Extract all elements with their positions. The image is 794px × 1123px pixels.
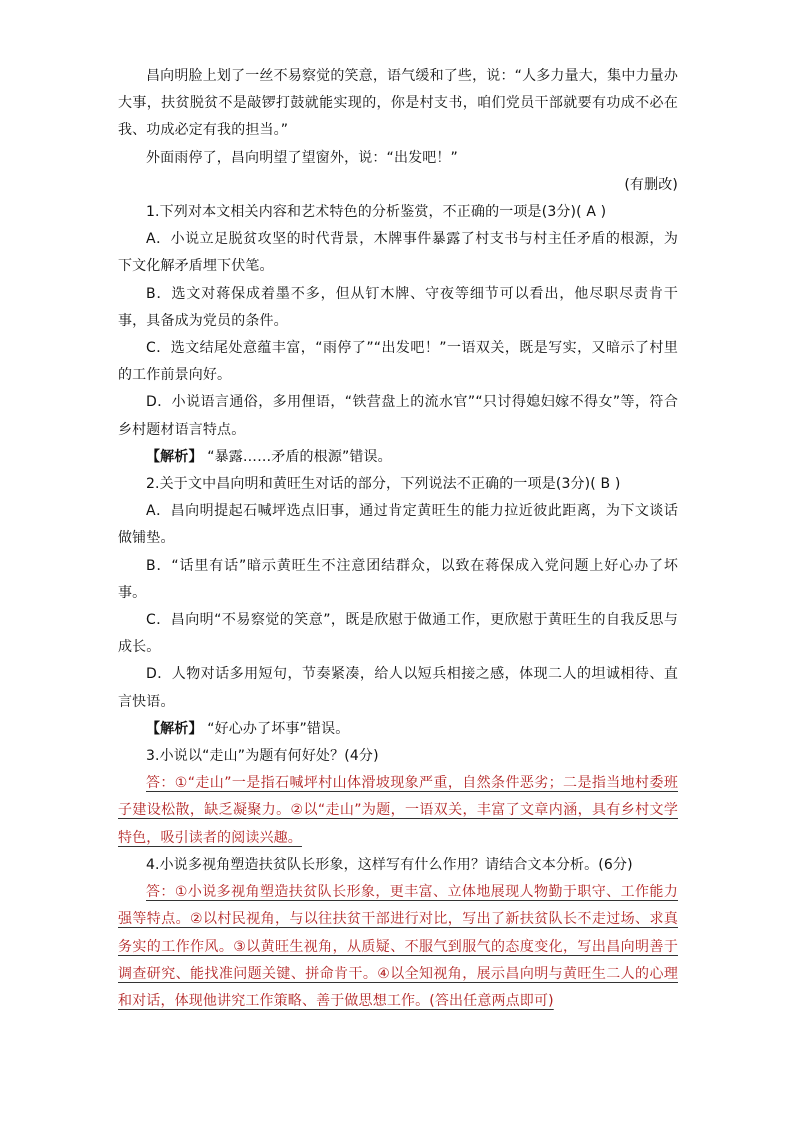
question-stem: 3.小说以“走山”为题有何好处？(4分) [146, 748, 379, 765]
source-note: (有删改) [624, 176, 678, 193]
answer-block [118, 879, 678, 1015]
option-c: C．选文结尾处意蕴丰富，“雨停了”“出发吧！”一语双关，既是写实，又暗示了村里的工作前景向好。 [118, 340, 678, 384]
answer-text: 答：①小说多视角塑造扶贫队长形象，更丰富、立体地展现人物勤于职守、工作能力强等特点。②以村民视角，与以往扶贫干部进行对比，写出了新扶贫队长不走过场、求真务实的工作作风。③以黄旺生视角，从质疑、不服气到服气的态度变化，写出昌向明善于调查研究、能找准问题关键、拼命肯干。④以全知视角，展示昌向明与黄旺生二人的心理和对话，体现他讲究工作策略、善于做思想工作。(答出任意两点即可) [118, 884, 678, 1009]
analysis [118, 444, 678, 471]
option-c: C．昌向明“不易察觉的笑意”，既是欣慰于做通工作，更欣慰于黄旺生的自我反思与成长。 [118, 612, 678, 656]
analysis-text: “暴露……矛盾的根源”错误。 [207, 448, 392, 465]
analysis [118, 716, 678, 743]
option-d: D．小说语言通俗，多用俚语，“铁营盘上的流水官”“只讨得媳妇嫁不得女”等，符合乡村题材语言特点。 [118, 394, 678, 438]
question-stem: 4.小说多视角塑造扶贫队长形象，这样写有什么作用？请结合文本分析。(6分) [146, 856, 633, 873]
option-a: A．小说立足脱贫攻坚的时代背景，木牌事件暴露了村支书与村主任矛盾的根源，为下文化解矛盾埋下伏笔。 [118, 231, 678, 275]
option-b: B．选文对蒋保成着墨不多，但从钉木牌、守夜等细节可以看出，他尽职尽责肯干事，具备成为党员的条件。 [118, 285, 678, 329]
story-paragraph: 昌向明脸上划了一丝不易察觉的笑意，语气缓和了些，说：“人多力量大，集中力量办大事，扶贫脱贫不是敲锣打鼓就能实现的，你是村支书，咱们党员干部就要有功成不必在我、功成必定有我的担当。” [118, 68, 678, 139]
option-b: B．“话里有话”暗示黄旺生不注意团结群众，以致在蒋保成入党问题上好心办了坏事。 [118, 557, 678, 601]
analysis-label: 【解析】 [146, 448, 203, 465]
analysis-label: 【解析】 [146, 720, 203, 737]
question-stem: 2.关于文中昌向明和黄旺生对话的部分，下列说法不正确的一项是(3分)( B ) [146, 476, 621, 493]
option-a: A．昌向明提起石喊坪选点旧事，通过肯定黄旺生的能力拉近彼此距离，为下文谈话做铺垫。 [118, 503, 678, 547]
answer-text: 答：①“走山”一是指石喊坪村山体滑坡现象严重，自然条件恶劣；二是指当地村委班子建设松散，缺乏凝聚力。②以“走山”为题，一语双关，丰富了文章内涵，具有乡村文学特色，吸引读者的阅读兴趣。 [118, 775, 678, 846]
question-stem: 1.下列对本文相关内容和艺术特色的分析鉴赏，不正确的一项是(3分)( A ) [146, 204, 607, 221]
answer-block [118, 770, 678, 852]
analysis-text: “好心办了坏事”错误。 [207, 720, 350, 737]
option-d: D．人物对话多用短句，节奏紧凑，给人以短兵相接之感，体现二人的坦诚相待、直言快语。 [118, 666, 678, 710]
document-body [118, 63, 678, 1015]
story-paragraph: 外面雨停了，昌向明望了望窗外，说：“出发吧！” [146, 149, 458, 166]
